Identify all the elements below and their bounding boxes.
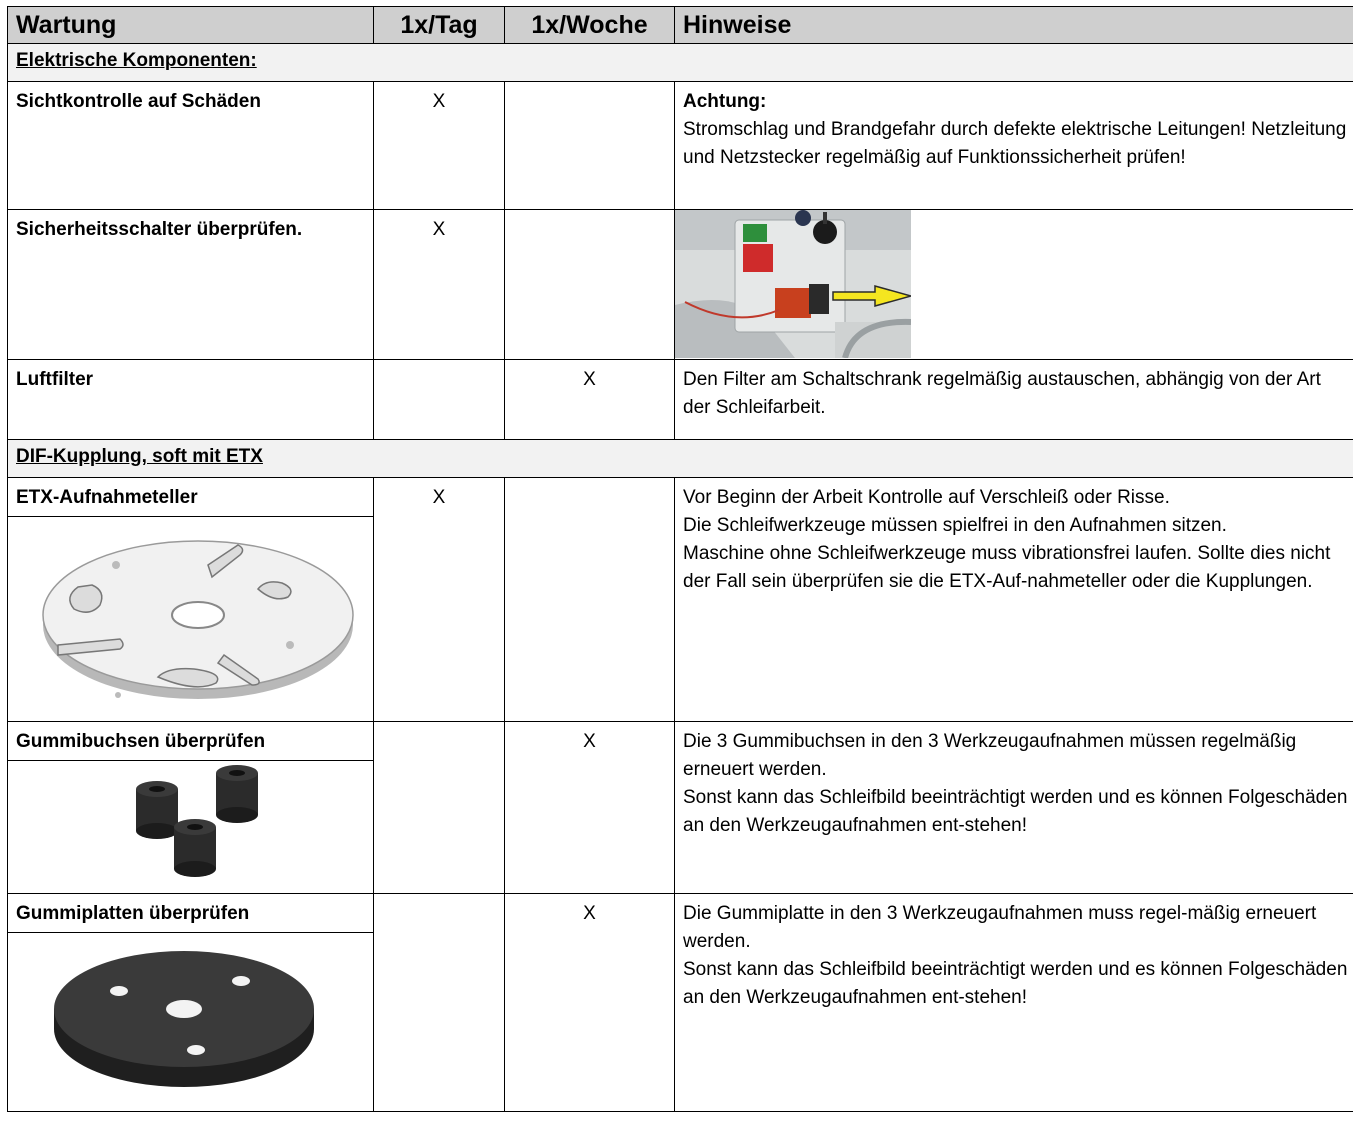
task-label: ETX-Aufnahmeteller [8,478,373,517]
weekly-mark: X [505,894,675,1112]
daily-mark [374,722,505,894]
table-row-gummiplatten [8,894,1353,1112]
table-row-sicherheitsschalter [8,210,1353,360]
task-label: Luftfilter [8,360,374,440]
section-row-electrical [8,44,1353,82]
safety-switch-photo [675,210,911,358]
daily-mark: X [374,82,505,210]
section-title-electrical: Elektrische Komponenten: [8,44,1353,82]
maintenance-table [7,6,1353,1112]
note-text: Die Gummiplatte in den 3 Werkzeugaufnahmen muss regel-mäßig erneuert werden. [683,903,1317,952]
note-text: Vor Beginn der Arbeit Kontrolle auf Verschleiß oder Risse. [683,487,1170,508]
header-hinweise: Hinweise [675,7,1353,44]
table-row-sichtkontrolle [8,82,1353,210]
task-label: Gummibuchsen überprüfen [8,722,373,761]
weekly-mark: X [505,722,675,894]
task-label: Gummiplatten überprüfen [8,894,373,933]
weekly-mark [505,210,675,360]
table-row-etx [8,478,1353,722]
header-tag: 1x/Tag [374,7,505,44]
warning-title: Achtung: [683,91,767,112]
note-cell [675,894,1353,1112]
note-cell [675,722,1353,894]
note-text: Die Schleifwerkzeuge müssen spielfrei in den Aufnahmen sitzen. [683,515,1227,536]
table-row-luftfilter [8,360,1353,440]
daily-mark: X [374,210,505,360]
rubber-plate-illustration [8,933,374,1103]
section-title-dif: DIF-Kupplung, soft mit ETX [8,440,1353,478]
note-cell [675,478,1353,722]
note-text: Die 3 Gummibuchsen in den 3 Werkzeugaufnahmen müssen regelmäßig erneuert werden. [683,731,1297,780]
etx-plate-illustration [8,517,374,713]
task-cell [8,478,374,722]
note-cell [675,210,1353,360]
task-label: Sicherheitsschalter überprüfen. [8,210,374,360]
rubber-bushings-illustration [8,761,374,887]
note-cell [675,82,1353,210]
weekly-mark [505,478,675,722]
weekly-mark: X [505,360,675,440]
daily-mark: X [374,478,505,722]
task-cell [8,894,374,1112]
header-woche: 1x/Woche [505,7,675,44]
section-row-dif [8,440,1353,478]
task-label: Sichtkontrolle auf Schäden [8,82,374,210]
weekly-mark [505,82,675,210]
note-text: Sonst kann das Schleifbild beeinträchtigt werden und es können Folgeschäden an den Werkzeugaufnahmen ent-stehen! [683,787,1348,836]
note-text: Maschine ohne Schleifwerkzeuge muss vibrationsfrei laufen. Sollte dies nicht der Fall sein überprüfen sie die ETX-Auf-nahmeteller oder die Kupplungen. [683,543,1331,592]
note-text: Stromschlag und Brandgefahr durch defekte elektrische Leitungen! Netzleitung und Netzstecker regelmäßig auf Funktionssicherheit prüfen! [683,119,1347,168]
daily-mark [374,360,505,440]
header-row [8,7,1353,44]
table-row-gummibuchsen [8,722,1353,894]
header-wartung: Wartung [8,7,374,44]
daily-mark [374,894,505,1112]
note-text: Den Filter am Schaltschrank regelmäßig austauschen, abhängig von der Art der Schleifarbeit. [675,360,1353,440]
note-text: Sonst kann das Schleifbild beeinträchtigt werden und es können Folgeschäden an den Werkzeugaufnahmen ent-stehen! [683,959,1348,1008]
task-cell [8,722,374,894]
